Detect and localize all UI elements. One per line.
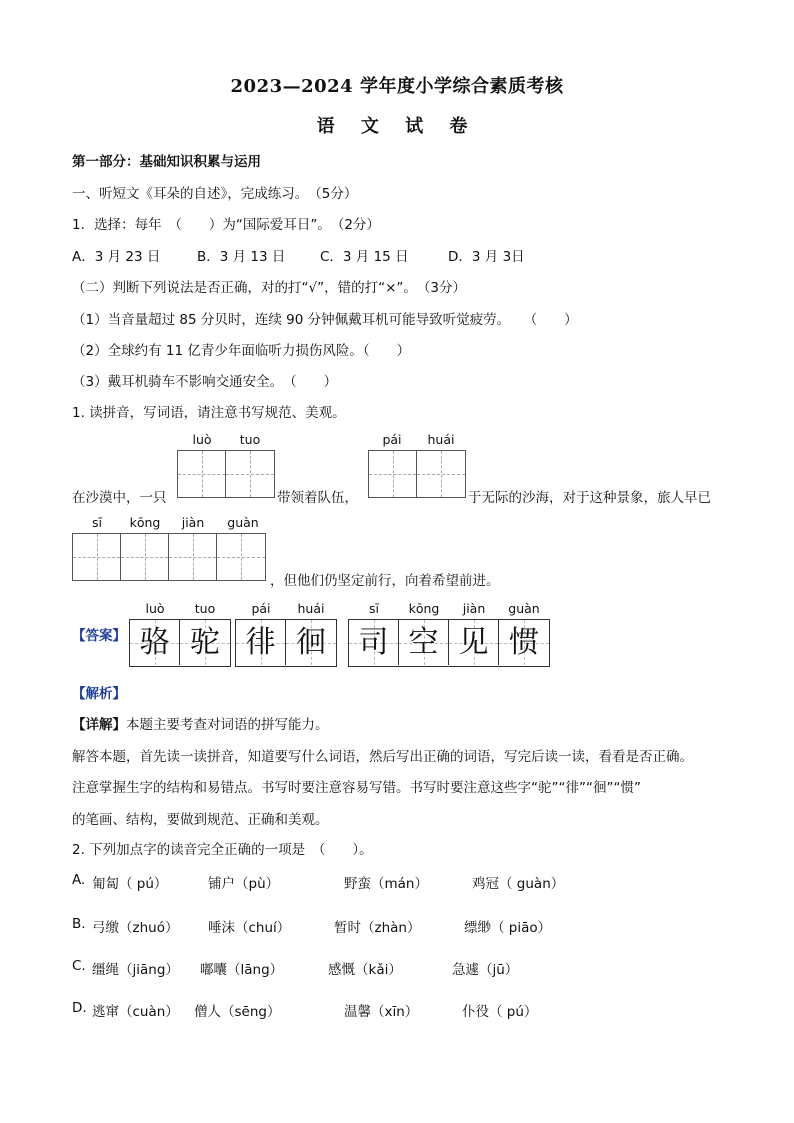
pinyin-label: huái bbox=[427, 432, 455, 447]
answer-char: 骆 bbox=[130, 620, 180, 665]
writing-cell[interactable] bbox=[369, 451, 417, 497]
q1-prompt: 1. 读拼音，写词语，请注意书写规范、美观。 bbox=[72, 405, 346, 421]
exam-subtitle: 语 文 试 卷 bbox=[316, 116, 478, 137]
q2-item: 逃窜（cuàn） bbox=[92, 1004, 179, 1020]
sentence-part: ，但他们仍坚定前行，向着希望前进。 bbox=[270, 573, 500, 589]
q2-option-label: B. bbox=[72, 916, 86, 932]
pinyin-label: luò bbox=[145, 601, 165, 616]
pinyin-label: luò bbox=[192, 432, 212, 447]
answer-tag: 【答案】 bbox=[72, 628, 126, 644]
writing-cell[interactable] bbox=[169, 534, 217, 580]
exam-title: 2023—2024 学年度小学综合素质考核 bbox=[230, 76, 564, 97]
detail-text: 本题主要考查对词语的拼写能力。 bbox=[126, 717, 329, 733]
pinyin-label: kōng bbox=[129, 515, 161, 530]
pinyin-label: tuo bbox=[239, 432, 261, 447]
answer-char: 徘 bbox=[236, 620, 286, 665]
explain-line: 注意掌握生字的结构和易错点。书写时要注意容易写错。书写时要注意这些字“驼”“徘”“徊”“惯” bbox=[72, 780, 641, 796]
q2-item: 唾沫（chuí） bbox=[208, 920, 291, 936]
explain-line: 解答本题，首先读一读拼音，知道要写什么词语，然后写出正确的词语，写完后读一读，看看是否正确。 bbox=[72, 749, 693, 765]
q2-item: 缥缈（ piāo） bbox=[464, 920, 552, 936]
writing-grid-2[interactable] bbox=[368, 450, 466, 498]
writing-grid-3[interactable] bbox=[72, 533, 266, 581]
pinyin-label: kōng bbox=[408, 601, 440, 616]
pinyin-label: pái bbox=[251, 601, 271, 616]
answer-char: 空 bbox=[399, 620, 449, 665]
writing-cell[interactable] bbox=[226, 451, 274, 497]
writing-cell[interactable] bbox=[121, 534, 169, 580]
answer-char: 见 bbox=[449, 620, 499, 665]
q2-item: 暂时（zhàn） bbox=[334, 920, 421, 936]
answer-char: 驼 bbox=[180, 620, 230, 665]
writing-cell[interactable] bbox=[73, 534, 121, 580]
pinyin-label: guàn bbox=[508, 601, 540, 616]
answer-char: 徊 bbox=[286, 620, 336, 665]
q2-item: 仆役（ pú） bbox=[462, 1004, 538, 1020]
q2-prompt: 2. 下列加点字的读音完全正确的一项是 （ ）。 bbox=[72, 842, 373, 858]
option-c: C．3 月 15 日 bbox=[320, 249, 409, 265]
sentence-part: 于无际的沙海，对于这种景象，旅人早已 bbox=[468, 490, 711, 506]
sentence-part: 带领着队伍， bbox=[277, 490, 358, 506]
q2-item: 温馨（xīn） bbox=[344, 1004, 419, 1020]
part1-heading: 第一部分：基础知识积累与运用 bbox=[72, 154, 261, 170]
q2-option-label: D. bbox=[72, 1000, 87, 1016]
writing-cell[interactable] bbox=[417, 451, 465, 497]
option-a: A．3 月 23 日 bbox=[72, 249, 161, 265]
writing-cell[interactable] bbox=[178, 451, 226, 497]
pinyin-label: jiàn bbox=[181, 515, 205, 530]
judge-item: （2）全球约有 11 亿青少年面临听力损伤风险。（ ） bbox=[72, 343, 411, 359]
answer-grid-3 bbox=[348, 619, 550, 667]
q2-item: 急遽（jū） bbox=[452, 962, 519, 978]
q2-item: 野蛮（mán） bbox=[344, 876, 428, 892]
pinyin-label: guàn bbox=[227, 515, 259, 530]
analysis-tag: 【解析】 bbox=[72, 686, 126, 702]
sentence-part: 在沙漠中，一只 bbox=[72, 490, 167, 506]
judge-item: （1）当音量超过 85 分贝时，连续 90 分钟佩戴耳机可能导致听觉疲劳。 （ ） bbox=[72, 312, 578, 328]
judge-item: （3）戴耳机骑车不影响交通安全。 （ ） bbox=[72, 374, 338, 390]
pinyin-label: sī bbox=[369, 601, 379, 616]
q2-option-label: A. bbox=[72, 872, 86, 888]
option-d: D．3 月 3日 bbox=[448, 249, 525, 265]
judge-heading: （二）判断下列说法是否正确，对的打“√”，错的打“×”。 （3分） bbox=[72, 280, 466, 296]
explain-line: 的笔画、结构，要做到规范、正确和美观。 bbox=[72, 812, 329, 828]
pinyin-label: sī bbox=[92, 515, 102, 530]
q2-item: 感慨（kǎi） bbox=[328, 962, 402, 978]
q2-item: 匍匐（ pú） bbox=[92, 876, 168, 892]
q2-item: 嘟囔（lāng） bbox=[200, 962, 284, 978]
answer-grid-1 bbox=[129, 619, 231, 667]
option-b: B．3 月 13 日 bbox=[197, 249, 286, 265]
writing-grid-1[interactable] bbox=[177, 450, 275, 498]
detail-line bbox=[72, 713, 329, 733]
answer-grid-2 bbox=[235, 619, 337, 667]
q2-option-label: C. bbox=[72, 958, 86, 974]
pinyin-label: huái bbox=[297, 601, 325, 616]
pinyin-label: pái bbox=[382, 432, 402, 447]
q2-item: 缰绳（jiāng） bbox=[92, 962, 179, 978]
q2-item: 弓缴（zhuó） bbox=[92, 920, 179, 936]
pinyin-label: tuo bbox=[194, 601, 216, 616]
q2-item: 鸡冠（ guàn） bbox=[472, 876, 565, 892]
pinyin-label: jiàn bbox=[462, 601, 486, 616]
answer-char: 司 bbox=[349, 620, 399, 665]
q2-item: 铺户（pù） bbox=[208, 876, 280, 892]
section1-heading: 一、听短文《耳朵的自述》，完成练习。 （5分） bbox=[72, 186, 358, 202]
answer-char: 惯 bbox=[499, 620, 549, 665]
section1-q1: 1．选择：每年 （ ）为“国际爱耳日”。 （2分） bbox=[72, 217, 380, 233]
detail-tag: 【详解】 bbox=[72, 717, 126, 733]
q2-item: 僧人（sēng） bbox=[194, 1004, 281, 1020]
writing-cell[interactable] bbox=[217, 534, 265, 580]
